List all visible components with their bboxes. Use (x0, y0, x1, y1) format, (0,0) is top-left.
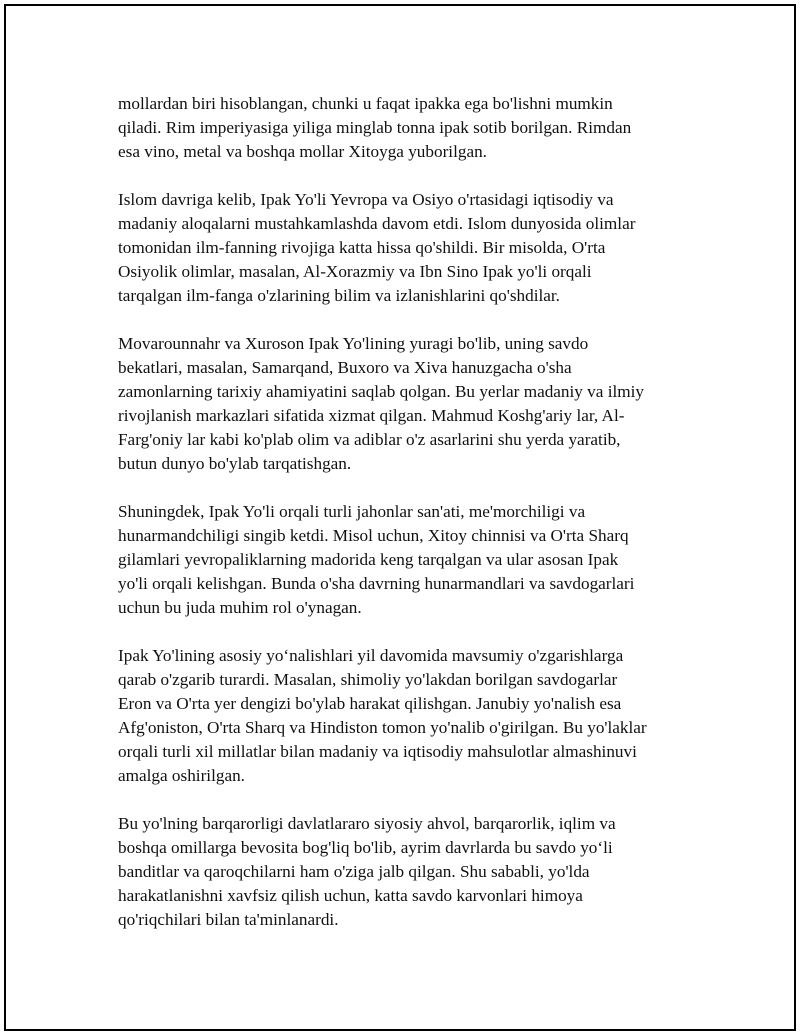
text-line: bekatlari, masalan, Samarqand, Buxoro va Xiva hanuzgacha o'sha (118, 358, 572, 377)
text-line: butun dunyo bo'ylab tarqatishgan. (118, 454, 352, 473)
text-line: hunarmandchiligi singib ketdi. Misol uchun, Xitoy chinnisi va O'rta Sharq (118, 526, 629, 545)
text-line: boshqa omillarga bevosita bog'liq bo'lib, ayrim davrlarda bu savdo yo‘li (118, 838, 613, 857)
paragraph-6 (118, 812, 688, 932)
paragraph-3 (118, 332, 688, 476)
text-line: Afg'oniston, O'rta Sharq va Hindiston tomon yo'nalib o'girilgan. Bu yo'laklar (118, 718, 647, 737)
text-line: Shuningdek, Ipak Yo'li orqali turli jahonlar san'ati, me'morchiligi va (118, 502, 586, 521)
text-line: tomonidan ilm-fanning rivojiga katta hissa qo'shildi. Bir misolda, O'rta (118, 238, 606, 257)
paragraph-4 (118, 500, 688, 620)
text-line: amalga oshirilgan. (118, 766, 245, 785)
text-line: zamonlarning tarixiy ahamiyatini saqlab qolgan. Bu yerlar madaniy va ilmiy (118, 382, 644, 401)
paragraph-5 (118, 644, 688, 788)
text-line: mollardan biri hisoblangan, chunki u faqat ipakka ega bo'lishni mumkin (118, 94, 613, 113)
text-line: Movarounnahr va Xuroson Ipak Yo'lining yuragi bo'lib, uning savdo (118, 334, 589, 353)
text-line: qiladi. Rim imperiyasiga yiliga minglab tonna ipak sotib borilgan. Rimdan (118, 118, 632, 137)
text-line: qarab o'zgarib turardi. Masalan, shimoliy yo'lakdan borilgan savdogarlar (118, 670, 618, 689)
text-line: Osiyolik olimlar, masalan, Al-Xorazmiy va Ibn Sino Ipak yo'li orqali (118, 262, 592, 281)
text-line: Farg'oniy lar kabi ko'plab olim va adiblar o'z asarlarini shu yerda yaratib, (118, 430, 621, 449)
text-line: Bu yo'lning barqarorligi davlatlararo siyosiy ahvol, barqarorlik, iqlim va (118, 814, 616, 833)
text-line: Ipak Yo'lining asosiy yo‘nalishlari yil davomida mavsumiy o'zgarishlarga (118, 646, 624, 665)
text-line: Islom davriga kelib, Ipak Yo'li Yevropa va Osiyo o'rtasidagi iqtisodiy va (118, 190, 614, 209)
text-line: qo'riqchilari bilan ta'minlanardi. (118, 910, 339, 929)
text-line: harakatlanishni xavfsiz qilish uchun, katta savdo karvonlari himoya (118, 886, 583, 905)
text-line: rivojlanish markazlari sifatida xizmat qilgan. Mahmud Koshg'ariy lar, Al- (118, 406, 625, 425)
text-line: madaniy aloqalarni mustahkamlashda davom etdi. Islom dunyosida olimlar (118, 214, 636, 233)
document-body (118, 92, 688, 956)
text-line: uchun bu juda muhim rol o'ynagan. (118, 598, 362, 617)
text-line: gilamlari yevropaliklarning madorida keng tarqalgan va ular asosan Ipak (118, 550, 619, 569)
text-line: orqali turli xil millatlar bilan madaniy va iqtisodiy mahsulotlar almashinuvi (118, 742, 637, 761)
text-line: Eron va O'rta yer dengizi bo'ylab harakat qilishgan. Janubiy yo'nalish esa (118, 694, 622, 713)
text-line: banditlar va qaroqchilarni ham o'ziga jalb qilgan. Shu sababli, yo'lda (118, 862, 590, 881)
text-line: yo'li orqali kelishgan. Bunda o'sha davrning hunarmandlari va savdogarlari (118, 574, 635, 593)
paragraph-1 (118, 92, 688, 164)
paragraph-2 (118, 188, 688, 308)
text-line: tarqalgan ilm-fanga o'zlarining bilim va izlanishlarini qo'shdilar. (118, 286, 560, 305)
text-line: esa vino, metal va boshqa mollar Xitoyga yuborilgan. (118, 142, 487, 161)
